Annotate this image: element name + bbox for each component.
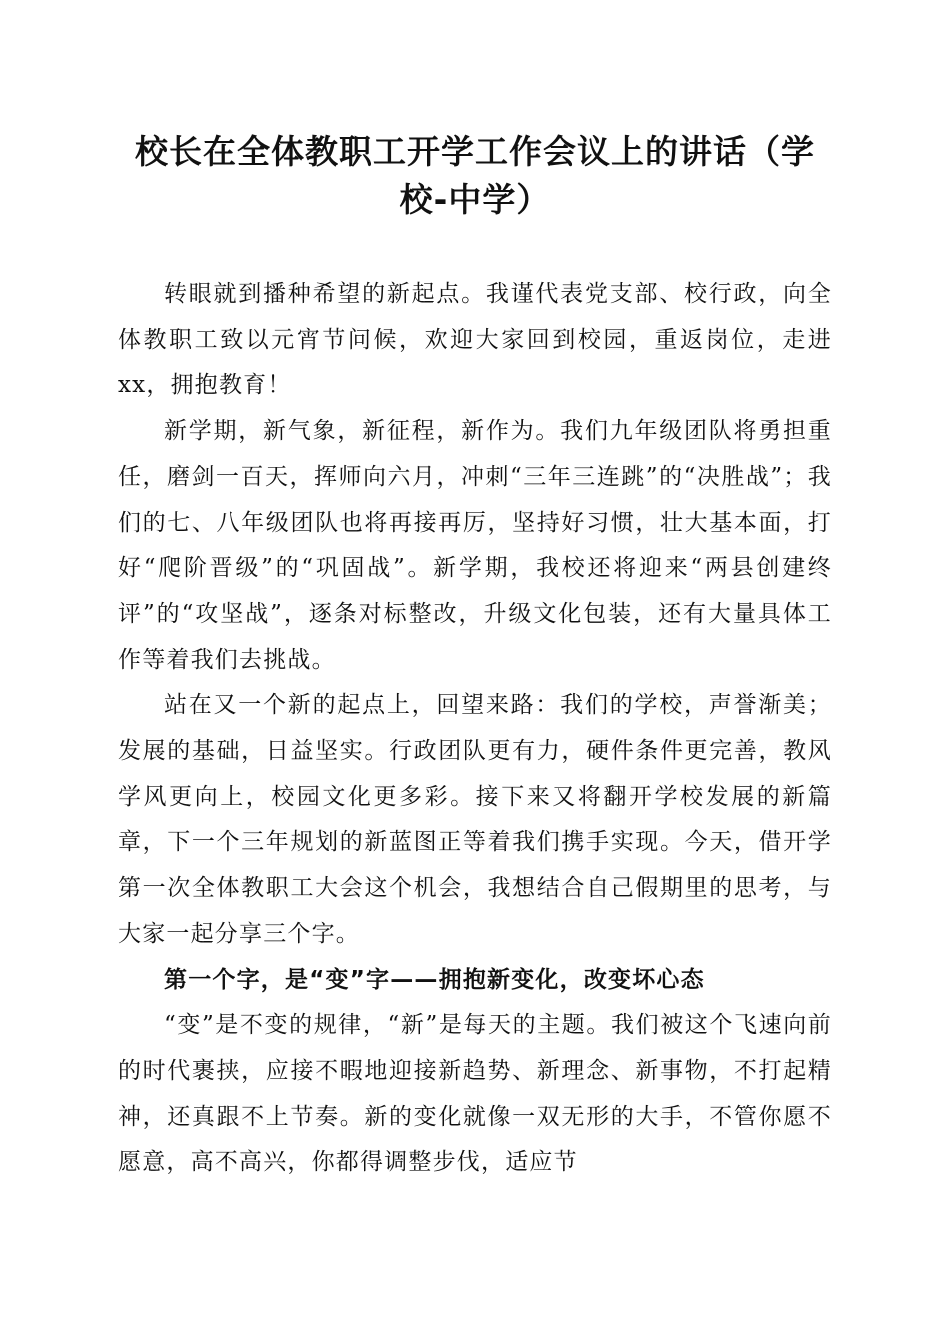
paragraph-change: “变”是不变的规律，“新”是每天的主题。我们被这个飞速向前的时代裹挟，应接不暇地迎接新趋势、新理念、新事物，不打起精神，还真跟不上节奏。新的变化就像一双无形的大手，不管你愿不愿意，高不高兴，你都得调整步伐，适应节 — [118, 1012, 832, 1176]
document-title: 校长在全体教职工开学工作会议上的讲话（学校-中学） — [135, 132, 815, 219]
paragraph-review: 站在又一个新的起点上，回望来路：我们的学校，声誉渐美；发展的基础，日益坚实。行政团队更有力，硬件条件更完善，教风学风更向上，校园文化更多彩。接下来又将翻开学校发展的新篇章，下一个三年规划的新蓝图正等着我们携手实现。今天，借开学第一次全体教职工大会这个机会，我想结合自己假期里的思考，与大家一起分享三个字。 — [118, 692, 832, 947]
section-heading: 第一个字，是“变”字——拥抱新变化，改变坏心态 — [164, 966, 705, 993]
document-page — [118, 128, 832, 1186]
paragraph-opening: 转眼就到播种希望的新起点。我谨代表党支部、校行政，向全体教职工致以元宵节问候，欢迎大家回到校园，重返岗位，走进xx，拥抱教育！ — [118, 281, 832, 399]
paragraph-new-semester: 新学期，新气象，新征程，新作为。我们九年级团队将勇担重任，磨剑一百天，挥师向六月，冲刺“三年三连跳”的“决胜战”；我们的七、八年级团队也将再接再厉，坚持好习惯，壮大基本面，打好“爬阶晋级”的“巩固战”。新学期，我校还将迎来“两县创建终评”的“攻坚战”，逐条对标整改，升级文化包装，还有大量具体工作等着我们去挑战。 — [118, 418, 832, 673]
